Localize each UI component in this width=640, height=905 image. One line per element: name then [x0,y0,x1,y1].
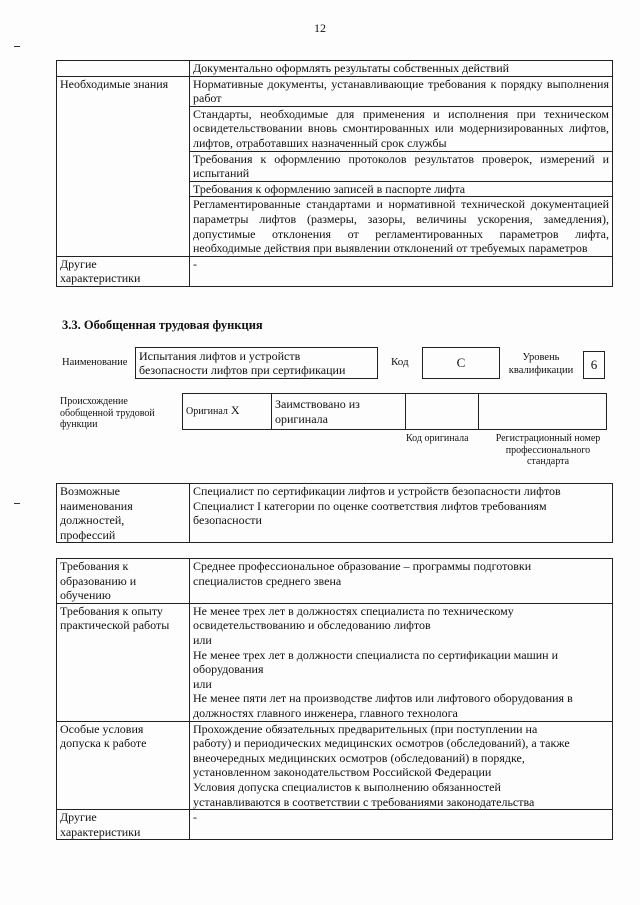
original-code-caption: Код оригинала [406,433,469,444]
code-label: Код [391,356,409,368]
experience-value: Не менее трех лет в должностях специалиста по техническому освидетельствованию и обследованию лифтов или Не менее трех лет в должности специалиста по сертификации машин и оборудования или Не менее пяти лет на производстве лифтов или лифтового оборудования в должностях главного инженера, главного технолога [190,603,613,721]
original-cell [183,394,272,430]
name-label: Наименование [62,357,128,368]
code-box: С [422,347,500,379]
level-box: 6 [583,351,605,379]
borrowed-label: Заимствовано из оригинала [272,394,406,430]
table-row [57,810,613,840]
experience-label: Требования к опыту практической работы [57,603,190,721]
level-label: Уровень квалификации [508,352,574,376]
table-row [183,394,607,430]
action-cell: Документально оформлять результаты собственных действий [190,61,613,77]
knowledge-table [56,60,613,287]
other-characteristics-value: - [190,810,613,840]
knowledge-item: Регламентированные стандартами и нормативной технической документацией параметры лифтов (размеры, зазоры, величины ускорения, замедления), допустимые отклонения от регламентированных параметров лифта, необходимые действия при выявлении отклонений от требуемых параметров [190,197,613,256]
function-name-box: Испытания лифтов и устройств безопасности лифтов при сертификации [135,347,378,379]
positions-label: Возможные наименования должностей, профессий [57,484,190,543]
admission-value: Прохождение обязательных предварительных (при поступлении на работу) и периодических медицинских осмотров (обследований), а также внеочередных медицинских осмотров (обследований) в порядке, установленном законодательством Российской Федерации Условия допуска специалистов к выполнению обязанностей устанавливаются в соответствии с требованиями законодательства [190,721,613,810]
table-row [57,61,613,77]
margin-mark [14,46,20,47]
table-row [57,559,613,604]
education-label: Требования к образованию и обучению [57,559,190,604]
origin-label: Происхождение обобщенной трудовой функции [60,396,155,430]
page-number: 12 [314,21,326,35]
original-code-cell [406,394,479,430]
table-row [57,484,613,543]
knowledge-item: Стандарты, необходимые для применения и исполнения при техническом освидетельствовании вновь смонтированных или модернизированных лифтов, лифтов, отработавших назначенный срок службы [190,106,613,151]
origin-table [182,393,607,430]
table-row [57,76,613,106]
knowledge-item: Требования к оформлению записей в паспорте лифта [190,181,613,197]
table-row [57,603,613,721]
positions-value: Специалист по сертификации лифтов и устройств безопасности лифтов Специалист I категории по оценке соответствия лифтов требованиям безопасности [190,484,613,543]
other-characteristics-label: Другие характеристики [57,256,190,286]
registration-number-cell [479,394,607,430]
knowledge-item: Нормативные документы, устанавливающие требования к порядку выполнения работ [190,76,613,106]
knowledge-item: Требования к оформлению протоколов результатов проверок, измерений и испытаний [190,151,613,181]
registration-number-caption: Регистрационный номер профессионального стандарта [495,433,601,467]
original-mark: X [230,403,240,418]
margin-mark [14,503,20,504]
admission-label: Особые условия допуска к работе [57,721,190,810]
positions-table [56,483,613,543]
other-characteristics-value: - [190,256,613,286]
table-row [57,256,613,286]
requirements-table [56,558,613,840]
section-title: 3.3. Обобщенная трудовая функция [62,318,263,332]
table-row [57,721,613,810]
original-label: Оригинал [186,406,228,418]
knowledge-label: Необходимые знания [57,76,190,256]
other-characteristics-label: Другие характеристики [57,810,190,840]
education-value: Среднее профессиональное образование – программы подготовки специалистов среднего звена [190,559,613,604]
